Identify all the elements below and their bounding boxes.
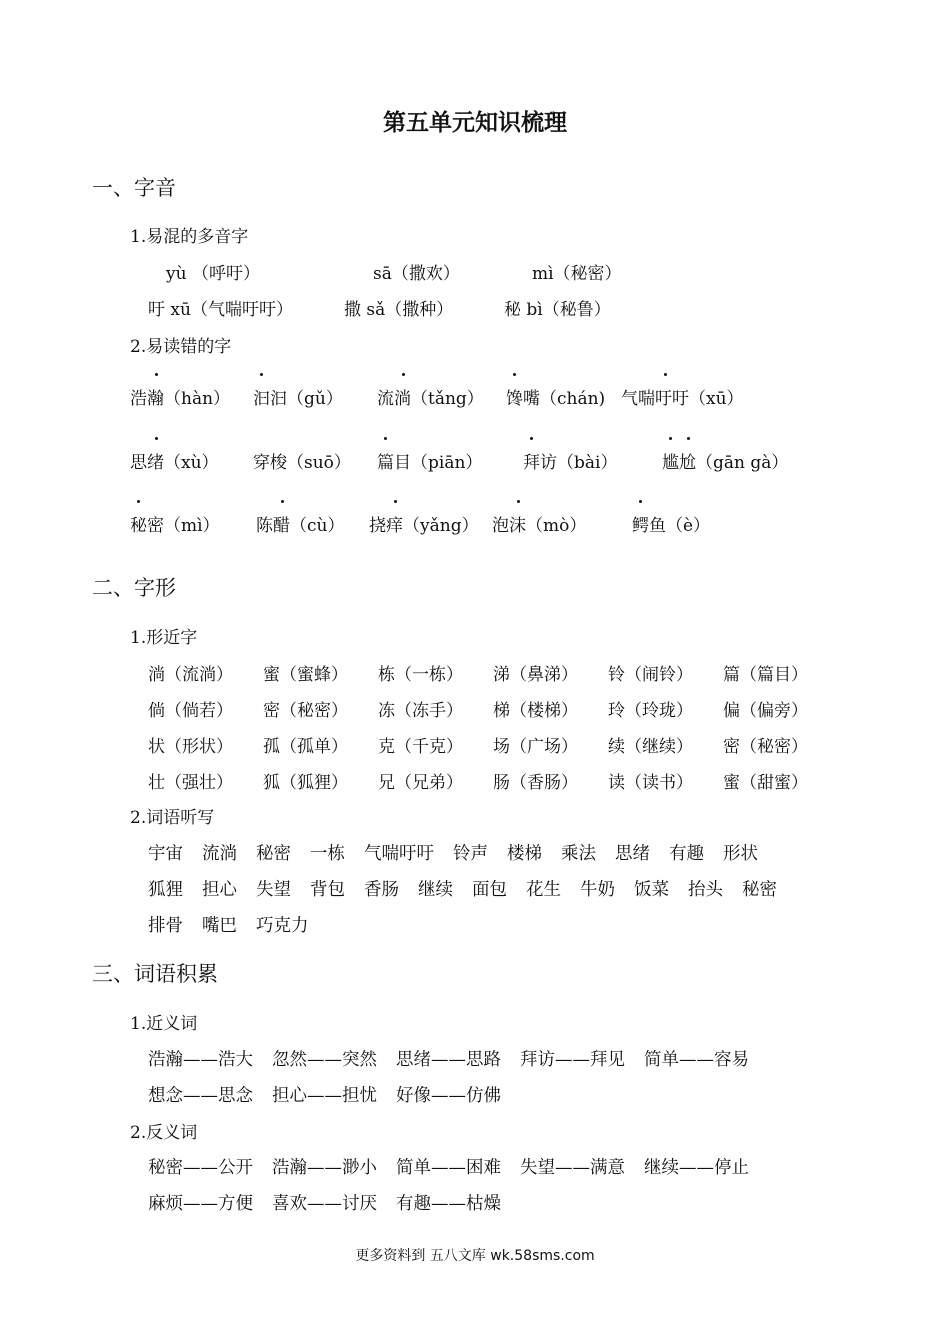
- subheading-polyphones: 1.易混的多音字: [130, 227, 249, 247]
- subheading-similar-characters: 1.形近字: [130, 628, 198, 648]
- emphasis-dot: [669, 437, 672, 440]
- similar-character-item: 冻（冻手）: [378, 701, 463, 721]
- antonym-row: [148, 1190, 520, 1215]
- word-item: 秘密——公开: [148, 1158, 253, 1178]
- misread-item: 秘密（mì）: [130, 511, 220, 536]
- misread-item: 挠痒（yǎng）: [369, 511, 479, 536]
- word-item: 喜欢——讨厌: [272, 1194, 377, 1214]
- similar-character-item: 密（秘密）: [263, 701, 348, 721]
- emphasis-dot: [281, 500, 284, 503]
- section-heading-glyphs: 二、字形: [92, 576, 176, 600]
- misread-item: 穿梭（suō）: [253, 453, 351, 473]
- word-item: 牛奶: [580, 880, 615, 900]
- word-item: 麻烦——方便: [148, 1194, 253, 1214]
- emphasis-dot: [155, 437, 158, 440]
- emphasis-dot: [137, 500, 140, 503]
- word-item: 排骨: [148, 916, 183, 936]
- similar-character-item: 孤（孤单）: [263, 737, 348, 757]
- polyphone-item: 撒 sǎ（撒种）: [344, 300, 454, 320]
- similar-character-item: 淌（流淌）: [148, 665, 233, 685]
- word-item: 浩瀚——渺小: [272, 1158, 377, 1178]
- word-item: 铃声: [453, 844, 488, 864]
- emphasis-dot: [513, 373, 516, 376]
- word-item: 简单——容易: [644, 1050, 749, 1070]
- emphasis-dot: [517, 500, 520, 503]
- emphasis-dot: [402, 373, 405, 376]
- word-item: 巧克力: [256, 916, 309, 936]
- word-item: 有趣——枯燥: [396, 1194, 501, 1214]
- word-item: 秘密: [742, 880, 777, 900]
- word-item: 浩瀚——浩大: [148, 1050, 253, 1070]
- emphasis-dot: [394, 500, 397, 503]
- synonym-row: [148, 1046, 768, 1071]
- word-item: 气喘吁吁: [364, 844, 434, 864]
- emphasis-dot: [384, 437, 387, 440]
- word-item: 楼梯: [507, 844, 542, 864]
- similar-character-item: 蜜（蜜蜂）: [263, 665, 348, 685]
- word-item: 好像——仿佛: [396, 1086, 501, 1106]
- word-item: 担心——担忧: [272, 1086, 377, 1106]
- similar-character-item: 偏（偏旁）: [723, 701, 808, 721]
- similar-character-item: 玲（玲珑）: [608, 701, 693, 721]
- polyphone-item: mì（秘密）: [532, 264, 622, 284]
- subheading-synonyms: 1.近义词: [130, 1014, 198, 1034]
- misread-item: 思绪（xù）: [130, 448, 219, 473]
- word-item: 乘法: [561, 844, 596, 864]
- dictation-row: [148, 912, 328, 937]
- word-item: 一栋: [310, 844, 345, 864]
- misread-item: 馋嘴（chán): [506, 384, 605, 409]
- similar-character-item: 读（读书）: [608, 773, 693, 793]
- emphasis-dot: [687, 437, 690, 440]
- polyphone-item: 秘 bì（秘鲁）: [504, 300, 611, 320]
- subheading-antonyms: 2.反义词: [130, 1123, 198, 1143]
- dictation-row: [148, 876, 796, 901]
- misread-item: 拜访（bài）: [523, 448, 617, 473]
- word-item: 面包: [472, 880, 507, 900]
- section-heading-vocabulary: 三、词语积累: [92, 962, 218, 986]
- word-item: 花生: [526, 880, 561, 900]
- page-title: 第五单元知识梳理: [383, 110, 567, 136]
- similar-character-item: 状（形状）: [148, 737, 233, 757]
- polyphone-item: 吁 xū（气喘吁吁）: [148, 300, 293, 320]
- word-item: 思绪: [615, 844, 650, 864]
- emphasis-dot: [260, 373, 263, 376]
- similar-character-item: 场（广场）: [493, 737, 578, 757]
- polyphone-item: yù （呼吁）: [166, 264, 260, 284]
- word-item: 饭菜: [634, 880, 669, 900]
- word-item: 形状: [723, 844, 758, 864]
- polyphone-item: sā（撒欢）: [373, 264, 460, 284]
- misread-item: 篇目（piān）: [377, 448, 482, 473]
- word-item: 担心: [202, 880, 237, 900]
- similar-character-item: 梯（楼梯）: [493, 701, 578, 721]
- word-item: 香肠: [364, 880, 399, 900]
- subheading-misread-characters: 2.易读错的字: [130, 337, 232, 357]
- misread-item: 浩瀚（hàn）: [130, 384, 230, 409]
- similar-character-item: 密（秘密）: [723, 737, 808, 757]
- similar-character-item: 铃（闹铃）: [608, 665, 693, 685]
- emphasis-dot: [530, 437, 533, 440]
- similar-character-item: 狐（狐狸）: [263, 773, 348, 793]
- similar-character-item: 蜜（甜蜜）: [723, 773, 808, 793]
- section-heading-pronunciation: 一、字音: [92, 176, 176, 200]
- subheading-dictation: 2.词语听写: [130, 808, 215, 828]
- word-item: 失望——满意: [520, 1158, 625, 1178]
- similar-character-item: 壮（强壮）: [148, 773, 233, 793]
- misread-item: 尴尬（gān gà）: [662, 448, 788, 473]
- emphasis-dot: [664, 373, 667, 376]
- word-item: 简单——困难: [396, 1158, 501, 1178]
- similar-character-item: 涕（鼻涕）: [493, 665, 578, 685]
- similar-character-item: 篇（篇目）: [723, 665, 808, 685]
- word-item: 狐狸: [148, 880, 183, 900]
- word-item: 忽然——突然: [272, 1050, 377, 1070]
- dictation-row: [148, 840, 777, 865]
- misread-item: 气喘吁吁（xū）: [621, 384, 744, 409]
- footer-link[interactable]: 更多资料到 五八文库 wk.58sms.com: [355, 1248, 595, 1264]
- misread-item: 汩汩（gǔ）: [253, 384, 343, 409]
- similar-character-item: 倘（倘若）: [148, 701, 233, 721]
- word-item: 拜访——拜见: [520, 1050, 625, 1070]
- similar-character-item: 栋（一栋）: [378, 665, 463, 685]
- word-item: 嘴巴: [202, 916, 237, 936]
- misread-item: 流淌（tǎng）: [377, 384, 484, 409]
- word-item: 秘密: [256, 844, 291, 864]
- word-item: 想念——思念: [148, 1086, 253, 1106]
- word-item: 继续: [418, 880, 453, 900]
- misread-item: 泡沫（mò）: [492, 511, 586, 536]
- word-item: 流淌: [202, 844, 237, 864]
- similar-character-item: 肠（香肠）: [493, 773, 578, 793]
- emphasis-dot: [639, 500, 642, 503]
- similar-character-item: 克（千克）: [378, 737, 463, 757]
- word-item: 背包: [310, 880, 345, 900]
- emphasis-dot: [155, 373, 158, 376]
- synonym-row: [148, 1082, 520, 1107]
- misread-item: 鳄鱼（è）: [632, 511, 710, 536]
- word-item: 有趣: [669, 844, 704, 864]
- similar-character-item: 续（继续）: [608, 737, 693, 757]
- word-item: 继续——停止: [644, 1158, 749, 1178]
- word-item: 宇宙: [148, 844, 183, 864]
- similar-character-item: 兄（兄弟）: [378, 773, 463, 793]
- misread-item: 陈醋（cù）: [256, 511, 344, 536]
- word-item: 失望: [256, 880, 291, 900]
- word-item: 思绪——思路: [396, 1050, 501, 1070]
- word-item: 抬头: [688, 880, 723, 900]
- antonym-row: [148, 1154, 768, 1179]
